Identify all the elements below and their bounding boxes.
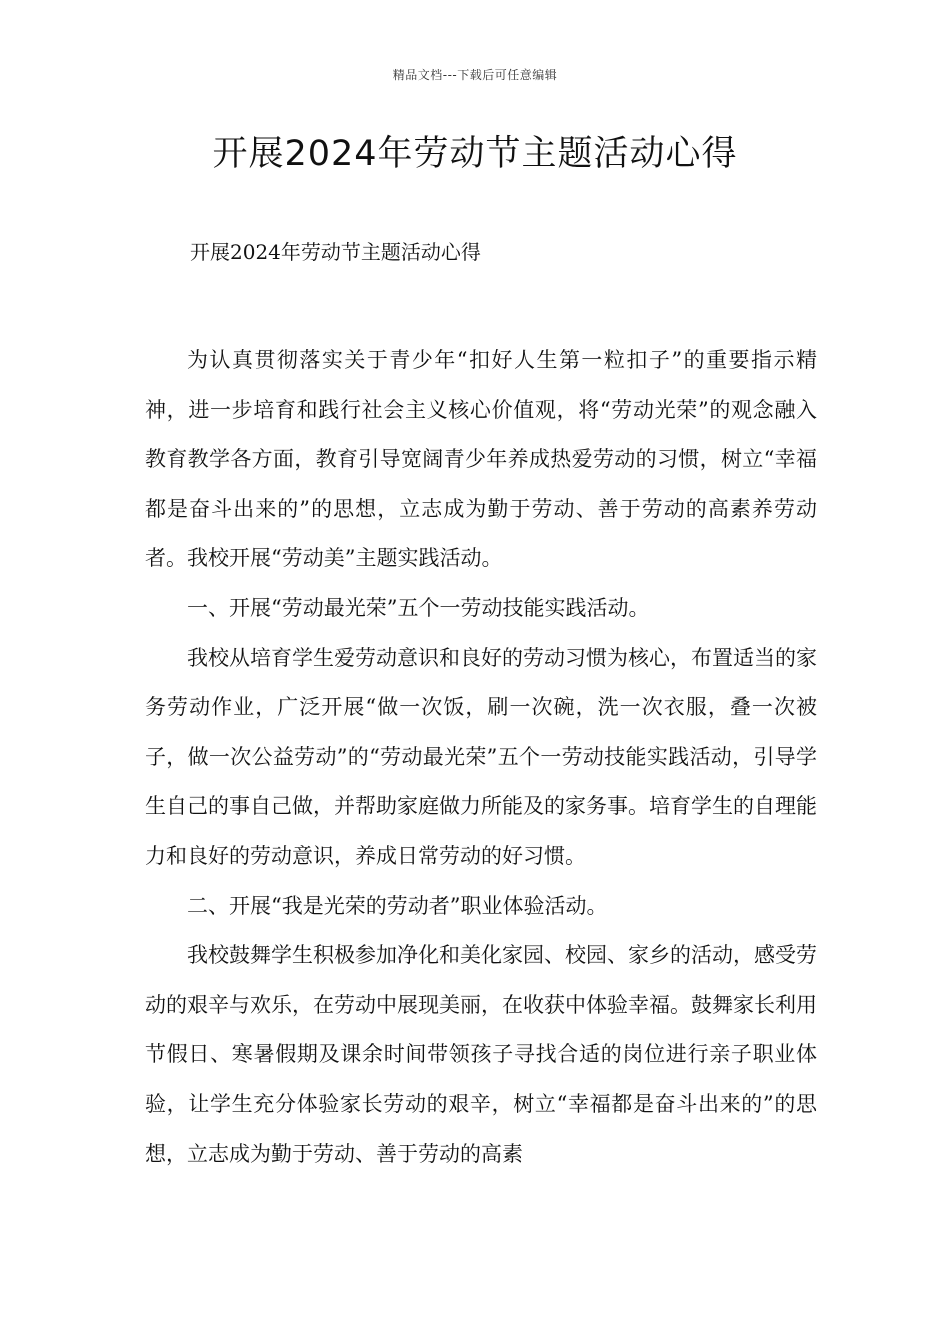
paragraph-section-2: 我校鼓舞学生积极参加净化和美化家园、校园、家乡的活动，感受劳动的艰辛与欢乐，在劳动中展现美丽，在收获中体验幸福。鼓舞家长利用节假日、寒暑假期及课余时间带领孩子寻找合适的岗位进行亲子职业体验，让学生充分体验家长劳动的艰辛，树立“幸福都是奋斗出来的”的思想，立志成为勤于劳动、善于劳动的高素 [145, 943, 817, 1166]
paragraph-intro: 为认真贯彻落实关于青少年“扣好人生第一粒扣子”的重要指示精神，进一步培育和践行社会主义核心价值观，将“劳动光荣”的观念融入教育教学各方面，教育引导宽阔青少年养成热爱劳动的习惯，树立“幸福都是奋斗出来的”的思想，立志成为勤于劳动、善于劳动的高素养劳动者。我校开展“劳动美”主题实践活动。 [145, 348, 817, 571]
header-note: 精品文档---下载后可任意编辑 [392, 68, 558, 82]
document-subtitle: 开展2024年劳动节主题活动心得 [190, 240, 481, 264]
document-title: 开展2024年劳动节主题活动心得 [212, 134, 738, 174]
document-body [145, 336, 817, 1179]
section-heading-2: 二、开展“我是光荣的劳动者”职业体验活动。 [187, 893, 608, 918]
section-heading-1: 一、开展“劳动最光荣”五个一劳动技能实践活动。 [187, 595, 650, 620]
paragraph-section-1: 我校从培育学生爱劳动意识和良好的劳动习惯为核心，布置适当的家务劳动作业，广泛开展“做一次饭，刷一次碗，洗一次衣服，叠一次被子，做一次公益劳动”的“劳动最光荣”五个一劳动技能实践活动，引导学生自己的事自己做，并帮助家庭做力所能及的家务事。培育学生的自理能力和良好的劳动意识，养成日常劳动的好习惯。 [145, 645, 817, 868]
